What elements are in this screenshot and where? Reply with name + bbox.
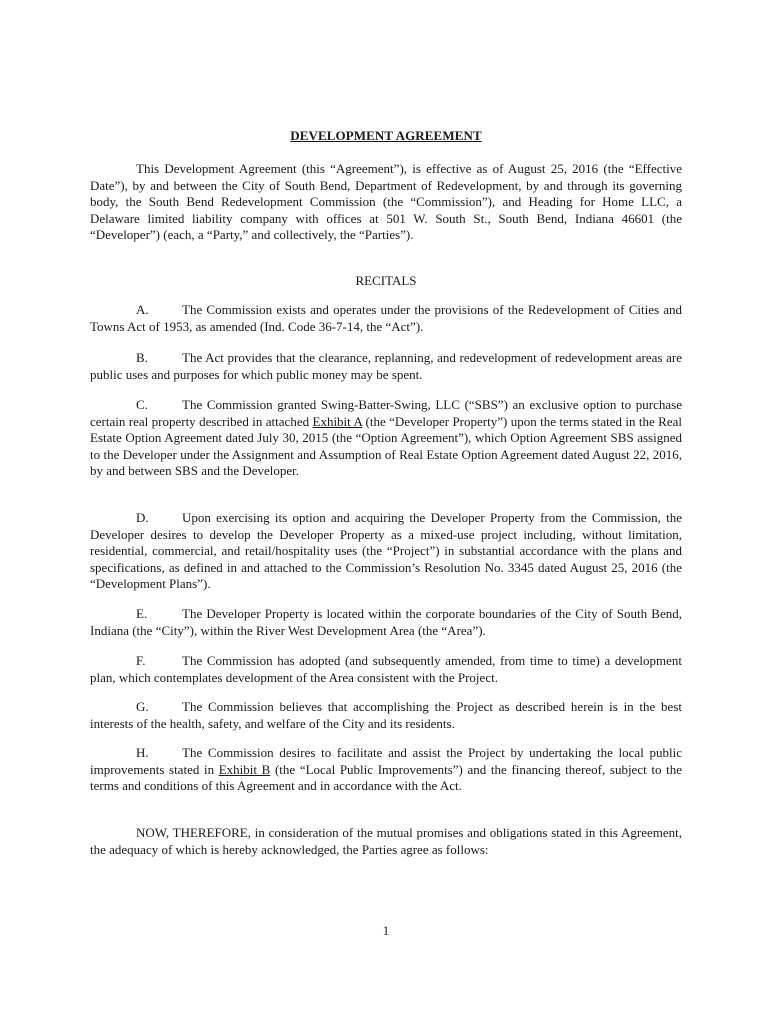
recital-letter: C. bbox=[136, 397, 148, 412]
recitals-heading: RECITALS bbox=[355, 273, 417, 288]
recital-text: The Act provides that the clearance, replanning, and redevelopment of redevelopment areas are public uses and purposes for which public money may be spent. bbox=[90, 350, 682, 382]
recital-letter: A. bbox=[136, 302, 149, 317]
recital-letter: D. bbox=[136, 510, 149, 525]
recital-f bbox=[90, 653, 682, 686]
recital-letter: E. bbox=[136, 606, 148, 621]
page-number: 1 bbox=[382, 923, 390, 938]
recital-text: Upon exercising its option and acquiring the Developer Property from the Commission, the Developer desires to develop the Developer Property as a mixed-use project including, without limitation, residential, commercial, and retail/hospitality uses (the “Project”) in substantial accordance with the plans and specifications, as defined in and attached to the Commission’s Resolution No. 3345 dated August 25, 2016 (the “Development Plans”). bbox=[90, 510, 682, 592]
recital-letter: B. bbox=[136, 350, 148, 365]
exhibit-b-link: Exhibit B bbox=[218, 761, 271, 777]
recital-text: The Commission granted Swing-Batter-Swing, LLC (“SBS”) an exclusive option to purchase certain real property described in attached bbox=[90, 397, 682, 429]
recital-text: The Commission has adopted (and subsequently amended, from time to time) a development plan, which contemplates development of the Area consistent with the Project. bbox=[90, 653, 682, 685]
document-page bbox=[90, 0, 682, 1024]
recital-text: The Commission believes that accomplishing the Project as described herein is in the best interests of the health, safety, and welfare of the City and its residents. bbox=[90, 699, 682, 731]
recital-b bbox=[90, 350, 682, 383]
recital-text: (the “Local Public Improvements”) and the financing thereof, subject to the terms and conditions of this Agreement and in accordance with the Act. bbox=[90, 761, 682, 794]
recital-letter: F. bbox=[136, 653, 146, 668]
recital-text: The Commission desires to facilitate and assist the Project by undertaking the local public improvements stated in bbox=[90, 745, 682, 777]
recital-text: The Developer Property is located within the corporate boundaries of the City of South Bend, Indiana (the “City”), within the River West Development Area (the “Area”). bbox=[90, 606, 682, 638]
recital-g bbox=[90, 699, 682, 732]
recital-a bbox=[90, 302, 682, 335]
document-title: DEVELOPMENT AGREEMENT bbox=[290, 128, 482, 143]
recital-c bbox=[90, 397, 682, 480]
recital-letter: G. bbox=[136, 699, 149, 714]
intro-paragraph: This Development Agreement (this “Agreement”), is effective as of August 25, 2016 (the “Effective Date”), by and between the City of South Bend, Department of Redevelopment, by and through its governing body, the South Bend Redevelopment Commission (the “Commission”), and Heading for Home LLC, a Delaware limited liability company with offices at 501 W. South St., South Bend, Indiana 46601 (the “Developer”) (each, a “Party,” and collectively, the “Parties”). bbox=[90, 161, 682, 243]
recital-d bbox=[90, 510, 682, 593]
closing-paragraph: NOW, THEREFORE, in consideration of the mutual promises and obligations stated in this Agreement, the adequacy of which is hereby acknowledged, the Parties agree as follows: bbox=[90, 825, 682, 857]
recital-letter: H. bbox=[136, 745, 149, 760]
recital-text: (the “Developer Property”) upon the terms stated in the Real Estate Option Agreement dated July 30, 2015 (the “Option Agreement”), which Option Agreement SBS assigned to the Developer under the Assignment and Assumption of Real Estate Option Agreement dated August 22, 2016, by and between SBS and the Developer. bbox=[90, 413, 683, 479]
recital-e bbox=[90, 606, 682, 639]
recital-h bbox=[90, 745, 682, 795]
exhibit-a-link: Exhibit A bbox=[312, 413, 363, 429]
recital-text: The Commission exists and operates under the provisions of the Redevelopment of Cities and Towns Act of 1953, as amended (Ind. Code 36-7-14, the “Act”). bbox=[90, 302, 682, 334]
